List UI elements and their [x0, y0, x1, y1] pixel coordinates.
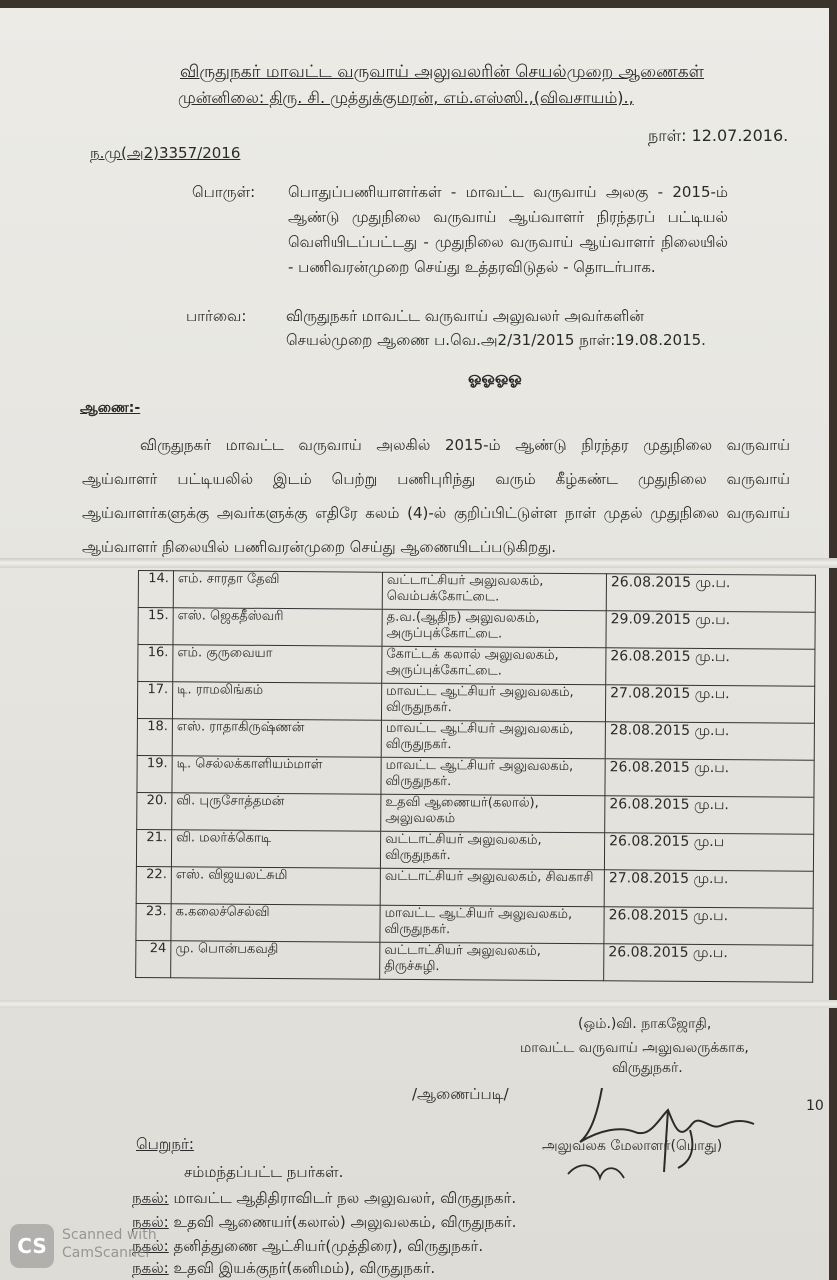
row-number: 23. [136, 903, 171, 940]
staff-name: வி. மலர்க்கொடி [171, 830, 380, 868]
staff-name: எஸ். ஜெகதீஸ்வரி [173, 608, 382, 646]
office-name: வட்டாட்சியர் அலுவலகம், திருச்சுழி. [380, 942, 604, 981]
copy-prefix: நகல்: [132, 1237, 169, 1255]
copy-line [132, 1188, 516, 1208]
row-number: 15. [138, 608, 173, 645]
office-name: மாவட்ட ஆட்சியர் அலுவலகம், விருதுநகர். [381, 720, 605, 759]
camscanner-logo: CS [10, 1224, 54, 1268]
joining-date: 26.08.2015 மு.ப. [605, 759, 814, 797]
recipients-line: சம்மந்தப்பட்ட நபர்கள். [184, 1163, 344, 1181]
copy-line [132, 1212, 516, 1232]
copy-text: மாவட்ட ஆதிதிராவிடர் நல அலுவலர், விருதுநகர். [168, 1189, 517, 1207]
joining-date: 29.09.2015 மு.ப. [606, 611, 815, 649]
staff-name: எம். சாரதா தேவி [173, 571, 382, 609]
staff-name: எம். குருவையா [173, 645, 382, 683]
order-label: ஆணை:- [80, 400, 141, 416]
watermark-line-1: Scanned with [62, 1227, 157, 1243]
presence-line: முன்னிலை: திரு. சி. முத்துக்குமரன், எம்.எஸ்ஸி.,(விவசாயம்)., [178, 88, 634, 107]
order-title: விருதுநகர் மாவட்ட வருவாய் அலுவலரின் செயல்முறை ஆணைகள் [180, 62, 704, 82]
office-name: மாவட்ட ஆட்சியர் அலுவலகம், விருதுநகர். [381, 683, 605, 722]
subject-text: பொதுப்பணியாளர்கள் - மாவட்ட வருவாய் அலகு - 2015-ம் ஆண்டு முதுநிலை வருவாய் ஆய்வாளர் நிரந்தரப் பட்டியல் வெளியிடப்பட்டது - முதுநிலை வருவாய் ஆய்வாளர் நிலையில் - பணிவரன்முறை செய்து உத்தரவிடுதல் - தொடர்பாக. [288, 183, 728, 276]
table-row [136, 940, 813, 982]
staff-name: டி. செல்லக்காளியம்மாள் [172, 756, 381, 794]
table-row [136, 829, 813, 871]
office-name: மாவட்ட ஆட்சியர் அலுவலகம், விருதுநகர். [381, 757, 605, 796]
signatory-place: விருதுநகர். [612, 1060, 683, 1076]
order-date: நாள்: 12.07.2016. [648, 126, 789, 145]
row-number: 17. [137, 682, 172, 719]
table-row [137, 718, 814, 760]
table-row [138, 645, 815, 687]
staff-name: டி. ராமலிங்கம் [172, 682, 381, 720]
joining-date: 26.08.2015 மு.ப. [604, 944, 813, 982]
order-paragraph: விருதுநகர் மாவட்ட வருவாய் அலகில் 2015-ம் ஆண்டு நிரந்தர முதுநிலை வருவாய் ஆய்வாளர் பட்டியலில் இடம் பெற்று பணிபுரிந்து வரும் கீழ்கண்ட முதுநிலை வருவாய் ஆய்வாளர்களுக்கு அவர்களுக்கு எதிரே கலம் (4)-ல் குறிப்பிட்டுள்ள நாள் முதல் முதுநிலை வருவாய் ஆய்வாளர் நிலையில் பணிவரன்முறை செய்து ஆணையிடப்படுகிறது. [82, 436, 790, 556]
staff-name: மு. பொன்பகவதி [171, 941, 380, 979]
joining-date: 26.08.2015 மு.ப. [606, 648, 815, 686]
camscanner-watermark [62, 1226, 157, 1262]
scan-border-top [0, 0, 837, 8]
office-name: உதவி ஆணையர்(கலால்), அலுவலகம் [381, 794, 605, 833]
row-number: 14. [138, 571, 173, 608]
copy-prefix: நகல்: [132, 1213, 169, 1231]
row-number: 24 [136, 940, 171, 977]
table-row [137, 755, 814, 797]
office-name: வட்டாட்சியர் அலுவலகம், வெம்பக்கோட்டை. [382, 572, 606, 611]
staff-name: வி. புருசோத்தமன் [172, 793, 381, 831]
joining-date: 27.08.2015 மு.ப. [604, 870, 813, 908]
copy-text: உதவி ஆணையர்(கலால்) அலுவலகம், விருதுநகர். [168, 1213, 517, 1231]
office-name: வட்டாட்சியர் அலுவலகம், சிவகாசி [380, 868, 604, 907]
row-number: 20. [137, 792, 172, 829]
scan-border-right [829, 0, 837, 1280]
row-number: 22. [136, 866, 171, 903]
office-name: மாவட்ட ஆட்சியர் அலுவலகம், விருதுநகர். [380, 905, 604, 944]
row-number: 19. [137, 755, 172, 792]
copy-prefix: நகல்: [132, 1259, 169, 1277]
row-number: 16. [138, 645, 173, 682]
office-name: கோட்டக் கலால் அலுவலகம், அருப்புக்கோட்டை. [382, 646, 606, 685]
subject-label: பொருள்: [192, 183, 256, 201]
true-copy-mark: /ஆணைப்படி/ [412, 1085, 509, 1103]
office-name: வட்டாட்சியர் அலுவலகம், விருதுநகர். [380, 831, 604, 870]
signatory-name: (ஒம்.)வி. நாகஜோதி, [578, 1016, 712, 1032]
separator-symbol: ஓஓஓஓ [468, 368, 522, 387]
joining-date: 28.08.2015 மு.ப. [605, 722, 814, 760]
staff-name: எஸ். ராதாகிருஷ்ணன் [172, 719, 381, 757]
table-row [138, 571, 815, 613]
table-row [137, 792, 814, 834]
joining-date: 26.08.2015 மு.ப. [605, 796, 814, 834]
copy-prefix: நகல்: [132, 1189, 169, 1207]
table-row [138, 608, 815, 650]
signatory-designation: மாவட்ட வருவாய் அலுவலருக்காக, [520, 1040, 749, 1056]
paper-fold-lower [0, 1000, 837, 1008]
table-row [136, 903, 813, 945]
reference-number: ந.மு(அ2)3357/2016 [90, 144, 241, 162]
staff-table [135, 570, 816, 983]
margin-number: 10 [806, 1098, 824, 1114]
office-manager-label: அலுவலக மேலாளர்(பொது) [542, 1138, 723, 1154]
row-number: 18. [137, 718, 172, 755]
recipients-label: பெறுநர்: [136, 1135, 194, 1153]
staff-name: எஸ். விஜயலட்சுமி [171, 867, 380, 905]
staff-name: க.கலைச்செல்வி [171, 904, 380, 942]
office-name: த.வ.(ஆதிந) அலுவலகம், அருப்புக்கோட்டை. [382, 609, 606, 648]
watermark-line-2: CamScanner [62, 1245, 152, 1261]
copy-line [132, 1236, 483, 1256]
copy-line [132, 1258, 435, 1278]
joining-date: 26.08.2015 மு.ப. [604, 907, 813, 945]
table-row [136, 866, 813, 908]
joining-date: 26.08.2015 மு.ப [604, 833, 813, 871]
reference-text: விருதுநகர் மாவட்ட வருவாய் அலுவலர் அவர்களின் செயல்முறை ஆணை ப.வெ.அ2/31/2015 நாள்:19.08.2015. [286, 307, 706, 349]
row-number: 21. [136, 829, 171, 866]
table-row [137, 682, 814, 724]
joining-date: 27.08.2015 மு.ப. [605, 685, 814, 723]
copy-text: தனித்துணை ஆட்சியர்(முத்திரை), விருதுநகர். [168, 1237, 484, 1255]
reference-label: பார்வை: [186, 307, 247, 325]
handwritten-signature [540, 1080, 770, 1190]
joining-date: 26.08.2015 மு.ப. [606, 574, 815, 612]
copy-text: உதவி இயக்குநர்(கனிமம்), விருதுநகர். [168, 1259, 436, 1277]
